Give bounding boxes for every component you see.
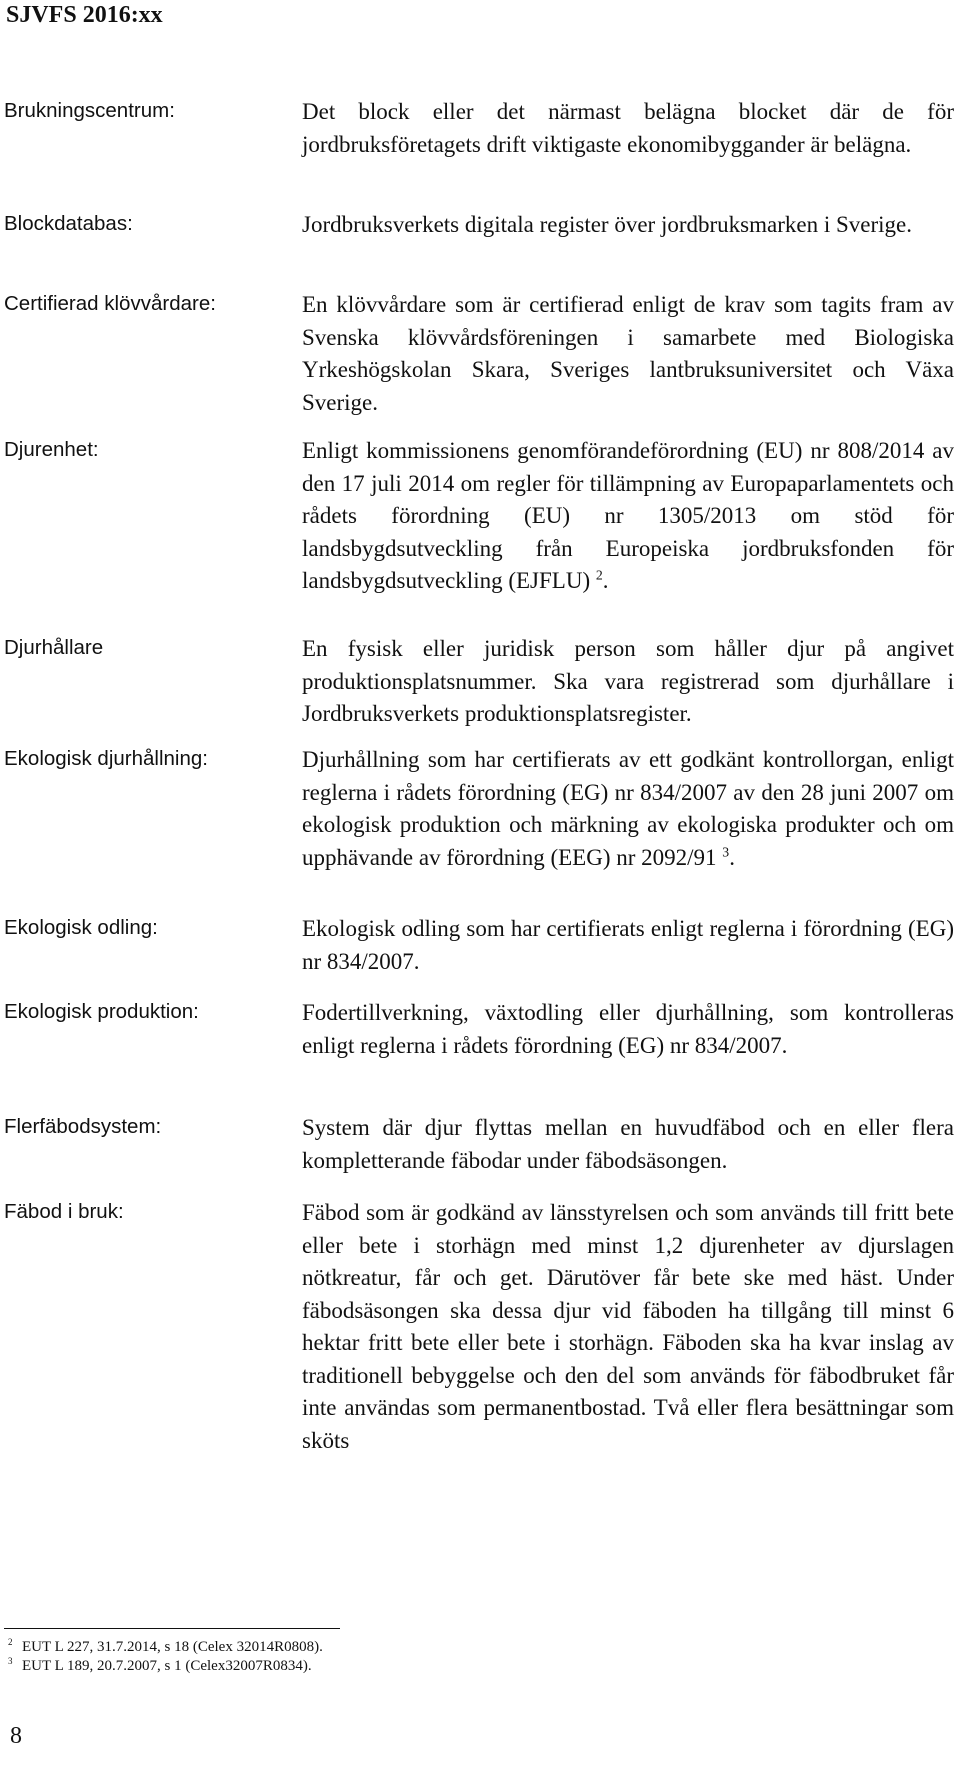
definition-ekologisk-djurhallning [302, 744, 954, 874]
term-ekologisk-odling: Ekologisk odling: [4, 916, 158, 939]
page-number: 8 [10, 1723, 22, 1749]
term-blockdatabas: Blockdatabas: [4, 212, 133, 235]
definition-ekologisk-odling: Ekologisk odling som har certifierats enligt reglerna i förordning (EG) nr 834/2007. [302, 916, 954, 974]
definition-ekologisk-djurhallning-text: Djurhållning som har certifierats av ett godkänt kontrollorgan, enligt reglerna i rådets förordning (EG) nr 834/2007 av den 28 juni 2007 om ekologisk produktion och märkning av ekologiska produkter och om upphävande av förordning (EEG) nr 2092/91 [302, 747, 954, 870]
definition-djurenhet [302, 435, 954, 598]
definition-certifierad-klovvardare: En klövvårdare som är certifierad enligt de krav som tagits fram av Svenska klövvårdsföreningen i samarbete med Biologiska Yrkeshögskolan Skara, Sveriges lantbruksuniversitet och Växa Sverige. [302, 292, 954, 415]
footnote-ref-3: 3 [722, 843, 730, 859]
definition-djurenhet-text: Enligt kommissionens genomförandeförordning (EU) nr 808/2014 av den 17 juli 2014 om regler för tillämpning av Europaparlamentets och rådets förordning (EU) nr 1305/2013 om stöd för landsbygdsutveckling från Europeiska jordbruksfonden för landsbygdsutveckling (EJFLU) [302, 438, 954, 593]
definition-flerfabodsystem: System där djur flyttas mellan en huvudfäbod och en eller flera kompletterande fäbodar under fäbodsäsongen. [302, 1115, 954, 1173]
definition-ekologisk-djurhallning-end: . [729, 844, 735, 870]
footnote-3: $^3$ EUT L 189, 20.7.2007, s 1 (Celex32007R0834). [8, 1656, 312, 1674]
footnote-2: $^2$ EUT L 227, 31.7.2014, s 18 (Celex 32014R0808). [8, 1637, 323, 1655]
footnote-separator [4, 1628, 340, 1629]
definition-brukningscentrum: Det block eller det närmast belägna blocket där de för jordbruksföretagets drift viktigaste ekonomibyggander är belägna. [302, 99, 954, 157]
definition-ekologisk-produktion: Fodertillverkning, växtodling eller djurhållning, som kontrolleras enligt reglerna i rådets förordning (EG) nr 834/2007. [302, 1000, 954, 1058]
footnote-text: EUT L 189, 20.7.2007, s 1 (Celex32007R0834). [22, 1658, 312, 1674]
term-djurenhet: Djurenhet: [4, 438, 99, 461]
footnote-ref-2: 2 [595, 567, 603, 583]
term-djurhallare: Djurhållare [4, 636, 104, 659]
definition-djurenhet-end: . [602, 568, 609, 593]
term-ekologisk-djurhallning: Ekologisk djurhållning: [4, 747, 208, 770]
term-certifierad-klovvardare: Certifierad klövvårdare: [4, 292, 216, 315]
term-flerfabodsystem: Flerfäbodsystem: [4, 1115, 162, 1138]
footnote-text: EUT L 227, 31.7.2014, s 18 (Celex 32014R0808). [22, 1639, 323, 1655]
definition-fabod-i-bruk: Fäbod som är godkänd av länsstyrelsen och som används till fritt bete eller bete i storhägn med minst 1,2 djurenheter av djurslagen nötkreatur, får och get. Därutöver får bete ske med häst. Under fäbodsäsongen ska dessa djur vid fäboden ha tillgång till minst 6 hektar fritt bete eller bete i storhägn. Fäboden ska ha kvar inslag av traditionell bebyggelse och den del som används för fäbodbruket får inte användas som permanentbostad. Två eller flera besättningar som sköts [302, 1200, 954, 1453]
term-fabod-i-bruk: Fäbod i bruk: [4, 1200, 124, 1223]
document-header: SJVFS 2016:xx [6, 2, 163, 28]
term-brukningscentrum: Brukningscentrum: [4, 99, 175, 122]
definition-djurhallare: En fysisk eller juridisk person som håller djur på angivet produktionsplatsnummer. Ska vara registrerad som djurhållare i Jordbruksverkets produktionsplatsregister. [302, 636, 954, 726]
definition-blockdatabas: Jordbruksverkets digitala register över jordbruksmarken i Sverige. [302, 212, 912, 237]
term-ekologisk-produktion: Ekologisk produktion: [4, 1000, 199, 1023]
